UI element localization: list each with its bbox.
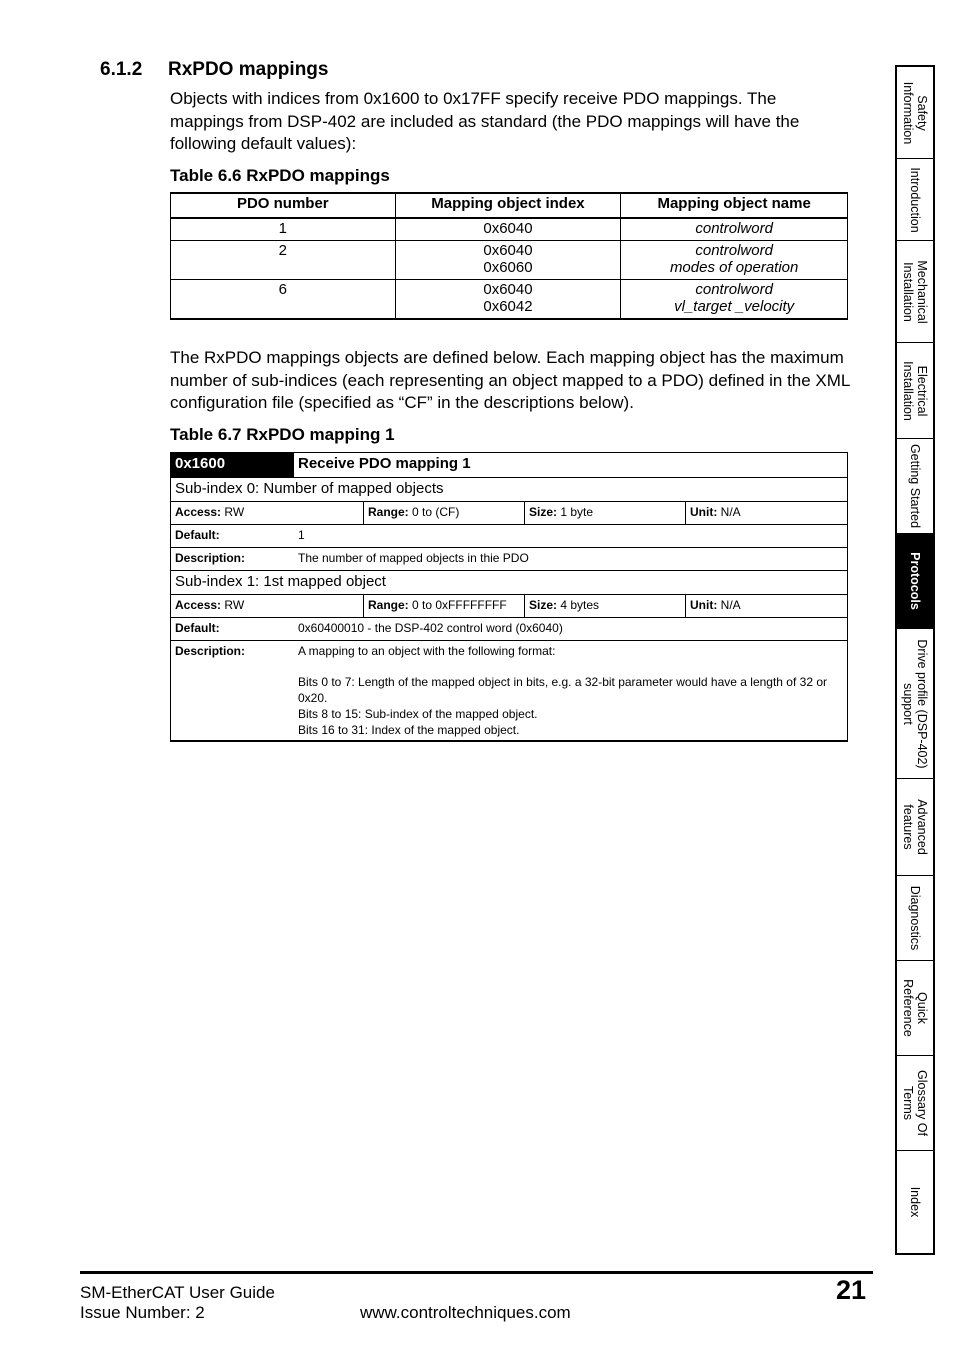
- object-index: 0x1600: [171, 453, 294, 477]
- tab-safety-information[interactable]: Safety Information: [901, 81, 929, 144]
- pdo-number-cell: 1: [171, 218, 396, 240]
- size-value: 1 byte: [560, 505, 594, 519]
- access-value: RW: [224, 598, 245, 612]
- section-title: RxPDO mappings: [168, 59, 329, 80]
- footer-issue-number: Issue Number: 2: [80, 1303, 205, 1322]
- footer-guide-title: SM-EtherCAT User Guide: [80, 1283, 275, 1302]
- rxpdo-mapping-1-table: [170, 452, 848, 742]
- mapping-name-cell: controlword vl_target _velocity: [621, 279, 848, 319]
- default-value: 1: [298, 528, 305, 542]
- tab-electrical-installation[interactable]: Electrical Installation: [897, 342, 933, 438]
- access-value: RW: [224, 505, 245, 519]
- rxpdo-mappings-table: [170, 192, 848, 320]
- size-value: 4 bytes: [560, 598, 600, 612]
- sub-index-0-title: Sub-index 0: Number of mapped objects: [171, 477, 847, 501]
- range-value: 0 to (CF): [412, 505, 460, 519]
- col-header-mapping-name: Mapping object name: [621, 193, 848, 218]
- range-value: 0 to 0xFFFFFFFF: [412, 598, 507, 612]
- table-row: [171, 240, 848, 279]
- col-header-mapping-index: Mapping object index: [395, 193, 621, 218]
- sub-index-0-description: Description: The number of mapped objects in thie PDO: [171, 547, 847, 570]
- table-row: [171, 279, 848, 319]
- definitions-paragraph: The RxPDO mappings objects are defined below. Each mapping object has the maximum number of sub-indices (each representing an object mapped to a PDO) defined in the XML configuration file (specified as “CF” in the descriptions below).: [170, 348, 850, 412]
- unit-value: N/A: [720, 598, 741, 612]
- sub-index-0-properties: Access: RW Range: 0 to (CF) Size: 1 byte Unit: N/A: [171, 501, 847, 524]
- mapping-name-cell: controlword: [621, 218, 848, 240]
- mapping-index-cell: 0x6040 0x6060: [395, 240, 621, 279]
- default-value: 0x60400010 - the DSP-402 control word (0x6040): [298, 621, 563, 635]
- page-number: 21: [836, 1275, 867, 1305]
- mapping-name-cell: controlword modes of operation: [621, 240, 848, 279]
- tab-introduction[interactable]: Introduction: [897, 158, 933, 240]
- tab-mechanical-installation[interactable]: Mechanical Installation: [897, 240, 933, 342]
- mapping-index-cell: 0x6040: [395, 218, 621, 240]
- tab-diagnostics[interactable]: Diagnostics: [897, 875, 933, 960]
- description-value: A mapping to an object with the following format: Bits 0 to 7: Length of the mapped object in bits, e.g. a 32-bit parameter would have a length of 32 or 0x20. Bits 8 to 15: Sub-index of the mapped object. Bits 16 to 31: Index of the mapped object.: [298, 644, 828, 737]
- tab-quick-reference[interactable]: Quick Reference: [897, 960, 933, 1055]
- tab-protocols[interactable]: Protocols: [897, 533, 933, 628]
- tab-advanced-features[interactable]: Advanced features: [897, 778, 933, 875]
- table-6-7-caption: Table 6.7 RxPDO mapping 1: [170, 425, 395, 444]
- table-header-row: [171, 193, 848, 218]
- description-value: The number of mapped objects in thie PDO: [298, 551, 529, 565]
- sub-index-1-default: Default: 0x60400010 - the DSP-402 control word (0x6040): [171, 617, 847, 640]
- col-header-pdo-number: PDO number: [171, 193, 396, 218]
- table-row: [171, 218, 848, 240]
- object-title: Receive PDO mapping 1: [298, 455, 471, 472]
- table-6-6-caption: Table 6.6 RxPDO mappings: [170, 166, 390, 185]
- tab-getting-started[interactable]: Getting Started: [897, 438, 933, 533]
- unit-value: N/A: [720, 505, 741, 519]
- tab-index[interactable]: Index: [897, 1150, 933, 1253]
- tab-glossary[interactable]: Glossary Of Terms: [897, 1055, 933, 1150]
- sub-index-1-title: Sub-index 1: 1st mapped object: [171, 570, 847, 594]
- tab-drive-profile[interactable]: Drive profile (DSP-402) support: [897, 628, 933, 778]
- sub-index-1-description: Description: A mapping to an object with the following format: Bits 0 to 7: Length of the mapped object in bits, e.g. a 32-bit parameter would have a length of 32 or 0x20. Bits 8 to 15: Sub-index of the mapped object. Bits 16 to 31: Index of the mapped object.: [171, 640, 847, 740]
- pdo-number-cell: 2: [171, 240, 396, 279]
- mapping-index-cell: 0x6040 0x6042: [395, 279, 621, 319]
- intro-paragraph: Objects with indices from 0x1600 to 0x17FF specify receive PDO mappings. The mappings from DSP-402 are included as standard (the PDO mappings will have the following default values):: [170, 89, 800, 153]
- footer-website[interactable]: www.controltechniques.com: [360, 1303, 571, 1322]
- sub-index-0-default: Default: 1: [171, 524, 847, 547]
- pdo-number-cell: 6: [171, 279, 396, 319]
- section-heading: [100, 59, 328, 81]
- section-number: 6.1.2: [100, 59, 143, 80]
- object-header-row: [171, 453, 847, 477]
- sub-index-1-properties: Access: RW Range: 0 to 0xFFFFFFFF Size: 4 bytes Unit: N/A: [171, 594, 847, 617]
- footer-rule: [80, 1271, 873, 1274]
- chapter-tabs: [895, 65, 935, 1255]
